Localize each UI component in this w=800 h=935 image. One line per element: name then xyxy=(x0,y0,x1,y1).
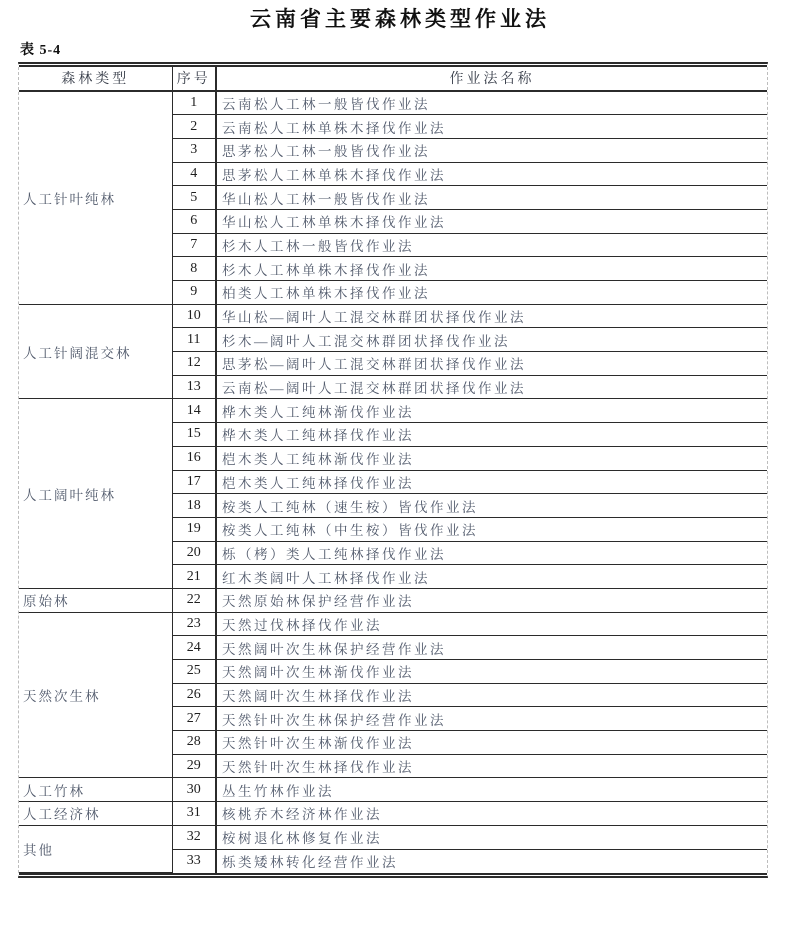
column-header-forest-type: 森林类型 xyxy=(19,67,172,91)
table-row xyxy=(19,399,767,423)
table-body xyxy=(19,91,767,873)
row-number-cell: 29 xyxy=(172,754,216,778)
table-row xyxy=(19,778,767,802)
table-header-row xyxy=(19,67,767,91)
row-number-cell: 26 xyxy=(172,683,216,707)
column-header-method-name: 作业法名称 xyxy=(216,67,767,91)
row-number-cell: 8 xyxy=(172,257,216,281)
table-label: 表 5-4 xyxy=(20,43,62,58)
row-number-cell: 10 xyxy=(172,304,216,328)
method-name-cell: 桤木类人工纯林择伐作业法 xyxy=(216,470,767,494)
method-name-cell: 华山松—阔叶人工混交林群团状择伐作业法 xyxy=(216,304,767,328)
table-row xyxy=(19,588,767,612)
forest-operations-table xyxy=(19,67,767,873)
row-number-cell: 11 xyxy=(172,328,216,352)
forest-type-cell: 人工经济林 xyxy=(19,802,172,826)
method-name-cell: 云南松人工林一般皆伐作业法 xyxy=(216,91,767,115)
row-number-cell: 13 xyxy=(172,375,216,399)
method-name-cell: 丛生竹林作业法 xyxy=(216,778,767,802)
row-number-cell: 32 xyxy=(172,825,216,849)
method-name-cell: 栎类矮林转化经营作业法 xyxy=(222,855,398,871)
forest-type-cell: 人工竹林 xyxy=(19,778,172,802)
method-name-cell: 天然阔叶次生林择伐作业法 xyxy=(216,683,767,707)
method-name-cell: 核桃乔木经济林作业法 xyxy=(216,802,767,826)
row-number-cell: 12 xyxy=(172,352,216,376)
row-number-cell: 4 xyxy=(172,162,216,186)
row-number-cell: 17 xyxy=(172,470,216,494)
method-name-cell: 杉木人工林一般皆伐作业法 xyxy=(216,233,767,257)
row-number-cell: 7 xyxy=(172,233,216,257)
row-number-cell: 27 xyxy=(172,707,216,731)
method-name-cell: 天然过伐林择伐作业法 xyxy=(216,612,767,636)
row-number-cell: 22 xyxy=(172,588,216,612)
table-row xyxy=(19,304,767,328)
method-name-cell: 杉木人工林单株木择伐作业法 xyxy=(216,257,767,281)
row-number-cell: 9 xyxy=(172,281,216,305)
row-number-cell: 30 xyxy=(172,778,216,802)
forest-type-cell: 人工针叶纯林 xyxy=(19,91,172,304)
row-number-cell: 2 xyxy=(172,115,216,139)
row-number-cell: 24 xyxy=(172,636,216,660)
method-name-cell: 桉类人工纯林（中生桉）皆伐作业法 xyxy=(216,517,767,541)
row-number-cell: 25 xyxy=(172,660,216,684)
table-row xyxy=(19,802,767,826)
method-name-cell: 桦木类人工纯林渐伐作业法 xyxy=(216,399,767,423)
method-name-cell: 天然阔叶次生林保护经营作业法 xyxy=(216,636,767,660)
method-name-cell: 思茅松—阔叶人工混交林群团状择伐作业法 xyxy=(216,352,767,376)
method-name-cell: 柏类人工林单株木择伐作业法 xyxy=(216,281,767,305)
row-number-cell: 20 xyxy=(172,541,216,565)
row-number-cell: 5 xyxy=(172,186,216,210)
row-number-cell: 15 xyxy=(172,423,216,447)
method-name-cell: 天然阔叶次生林渐伐作业法 xyxy=(216,660,767,684)
method-name-cell: 天然针叶次生林渐伐作业法 xyxy=(216,731,767,755)
method-name-cell: 云南松人工林单株木择伐作业法 xyxy=(216,115,767,139)
method-name-cell: 华山松人工林单株木择伐作业法 xyxy=(216,209,767,233)
method-name-cell: 桉类人工纯林（速生桉）皆伐作业法 xyxy=(216,494,767,518)
method-name-cell: 天然原始林保护经营作业法 xyxy=(216,588,767,612)
forest-type-cell: 原始林 xyxy=(19,588,172,612)
method-name-cell: 杉木—阔叶人工混交林群团状择伐作业法 xyxy=(216,328,767,352)
row-number-cell: 31 xyxy=(172,802,216,826)
method-name-cell: 思茅松人工林单株木择伐作业法 xyxy=(216,162,767,186)
method-name-cell: 桉树退化林修复作业法 xyxy=(216,825,767,849)
method-name-cell: 云南松—阔叶人工混交林群团状择伐作业法 xyxy=(216,375,767,399)
row-number-cell: 6 xyxy=(172,209,216,233)
column-header-number: 序号 xyxy=(172,67,216,91)
forest-type-cell: 人工针阔混交林 xyxy=(19,304,172,399)
method-name-cell: 思茅松人工林一般皆伐作业法 xyxy=(216,138,767,162)
method-name-cell: 天然针叶次生林择伐作业法 xyxy=(216,754,767,778)
table-row xyxy=(19,91,767,115)
row-number-cell: 16 xyxy=(172,446,216,470)
page-title: 云南省主要森林类型作业法 xyxy=(250,7,550,31)
forest-type-cell: 天然次生林 xyxy=(19,612,172,778)
row-number-cell: 1 xyxy=(172,91,216,115)
method-name-cell: 桤木类人工纯林渐伐作业法 xyxy=(216,446,767,470)
table-row xyxy=(19,825,767,849)
row-number-cell: 23 xyxy=(172,612,216,636)
row-number-cell: 19 xyxy=(172,517,216,541)
method-name-cell: 华山松人工林一般皆伐作业法 xyxy=(216,186,767,210)
method-name-cell: 栎（栲）类人工纯林择伐作业法 xyxy=(216,541,767,565)
method-name-cell: 桦木类人工纯林择伐作业法 xyxy=(216,423,767,447)
row-number-cell: 33 xyxy=(172,849,216,873)
forest-type-cell: 人工阔叶纯林 xyxy=(19,399,172,589)
row-number-cell: 18 xyxy=(172,494,216,518)
row-number-cell: 21 xyxy=(172,565,216,589)
method-name-cell: 天然针叶次生林保护经营作业法 xyxy=(216,707,767,731)
row-number-cell: 3 xyxy=(172,138,216,162)
row-number-cell: 28 xyxy=(172,731,216,755)
table-frame xyxy=(18,62,768,878)
forest-type-cell: 其他 xyxy=(19,825,172,872)
row-number-cell: 14 xyxy=(172,399,216,423)
method-name-cell: 红木类阔叶人工林择伐作业法 xyxy=(216,565,767,589)
table-row xyxy=(19,612,767,636)
